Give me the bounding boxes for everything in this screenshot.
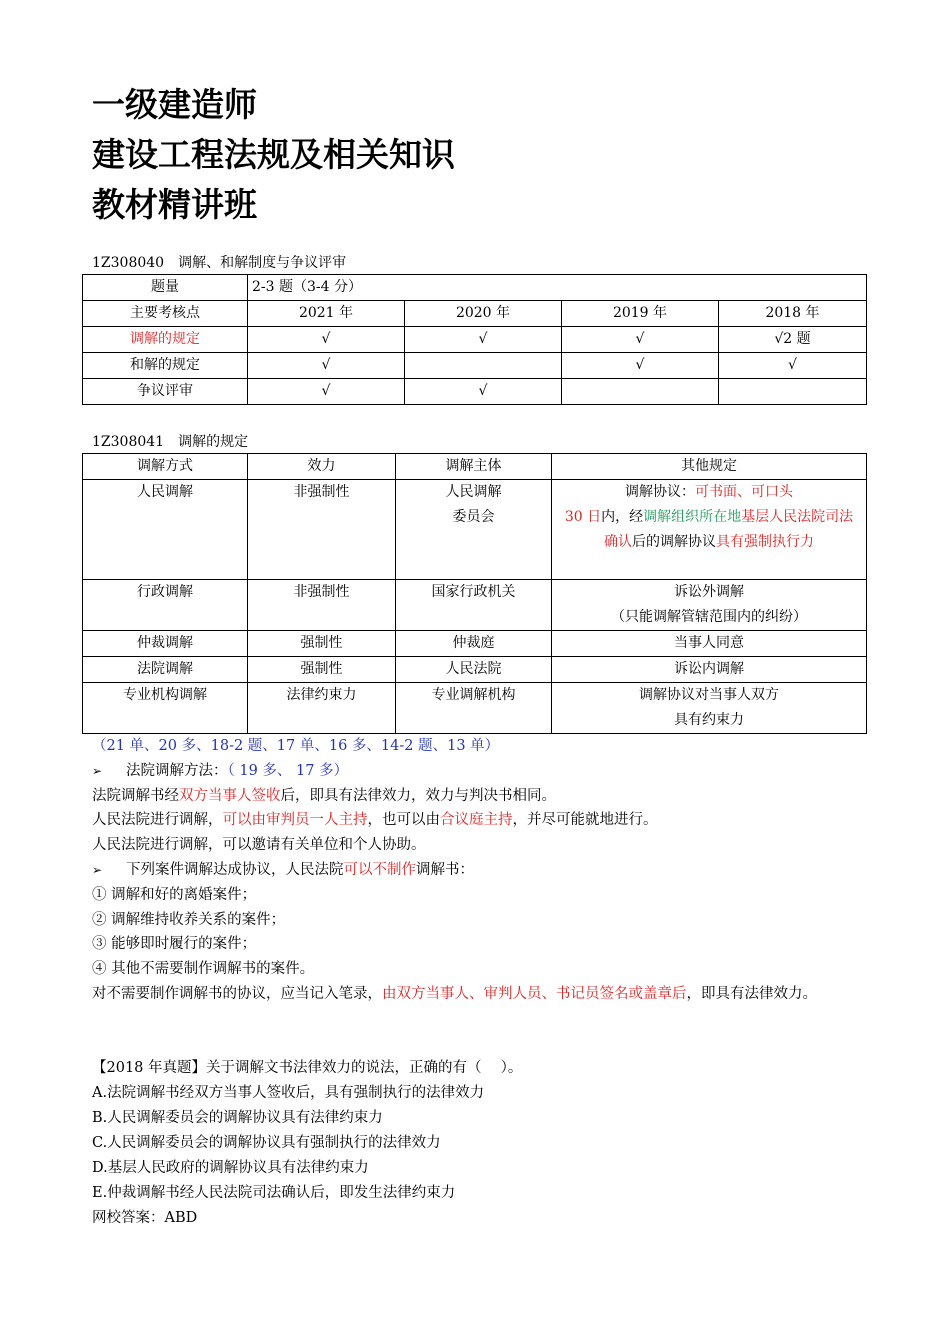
section2-heading: 1Z308041 调解的规定 — [92, 434, 249, 450]
row-label: 争议评审 — [83, 379, 248, 405]
note-text: ，并尽可能就地进行。 — [512, 812, 658, 829]
mode-cell: 仲裁调解 — [83, 631, 248, 657]
other-text: 内，经 — [601, 509, 644, 525]
other-text-red: 具有强制执行力 — [716, 534, 814, 550]
quiz-option: D.基层人民政府的调解协议具有法律约束力 — [92, 1160, 369, 1176]
title-line-2: 建设工程法规及相关知识 — [92, 135, 455, 174]
note-text: 调解书： — [416, 861, 474, 878]
subject-cell: 国家行政机关 — [396, 580, 552, 631]
bullet-court-method — [92, 759, 892, 784]
header-cell: 2018 年 — [719, 301, 867, 327]
subject-cell: 专业调解机构 — [396, 683, 552, 734]
mode-cell: 人民调解 — [83, 480, 248, 580]
list-item: ① 调解和好的离婚案件； — [92, 886, 257, 903]
table-header-row — [83, 454, 867, 480]
quiz-option: B.人民调解委员会的调解协议具有法律约束力 — [92, 1110, 383, 1126]
row-label: 调解的规定 — [83, 327, 248, 353]
effect-cell: 非强制性 — [248, 580, 396, 631]
check-cell: √ — [248, 353, 405, 379]
effect-cell: 强制性 — [248, 657, 396, 683]
arrow-bullet-icon: ➢ — [92, 763, 103, 778]
effect-cell: 法律约束力 — [248, 683, 396, 734]
table-row — [83, 353, 867, 379]
subject-cell: 仲裁庭 — [396, 631, 552, 657]
check-cell — [405, 353, 562, 379]
other-cell: 当事人同意 — [552, 631, 867, 657]
title-block — [92, 80, 455, 230]
check-cell: √ — [248, 379, 405, 405]
note-text: 人民法院进行调解， — [92, 812, 223, 829]
bullet-no-document — [92, 858, 892, 883]
table-row — [83, 275, 867, 301]
effect-cell: 强制性 — [248, 631, 396, 657]
title-line-1: 一级建造师 — [92, 85, 257, 124]
arrow-bullet-icon: ➢ — [92, 862, 103, 877]
title-line-3: 教材精讲班 — [92, 185, 257, 224]
note-text-red: 可以不制作 — [343, 861, 416, 878]
check-cell: √ — [405, 379, 562, 405]
list-item: ③ 能够即时履行的案件； — [92, 936, 257, 953]
quiz-option: A.法院调解书经双方当事人签收后，具有强制执行的法律效力 — [92, 1085, 485, 1101]
other-cell — [552, 480, 867, 580]
note-text-red: 双方当事人签收 — [179, 787, 281, 804]
quiz-question: 【2018 年真题】关于调解文书法律效力的说法，正确的有（ ）。 — [92, 1060, 523, 1076]
note-text-red: 可以由审判员一人主持 — [222, 812, 368, 829]
mode-cell: 专业机构调解 — [83, 683, 248, 734]
other-text-red: 可书面、可口头 — [695, 484, 793, 500]
row-label: 和解的规定 — [83, 353, 248, 379]
mode-cell: 行政调解 — [83, 580, 248, 631]
note-text: 法院调解书经 — [92, 787, 179, 804]
section1-heading: 1Z308040 调解、和解制度与争议评审 — [92, 255, 347, 271]
table-row — [83, 327, 867, 353]
subject-line: 人民调解 — [445, 484, 502, 500]
other-line: （只能调解管辖范围内的纠纷） — [611, 609, 807, 625]
other-text-red: 基层人民法院司法确认 — [604, 509, 854, 550]
other-line: 调解协议对当事人双方 — [639, 687, 779, 703]
check-cell — [562, 379, 719, 405]
header-cell: 2021 年 — [248, 301, 405, 327]
list-item: ④ 其他不需要制作调解书的案件。 — [92, 961, 315, 978]
list-item: ② 调解维持收养关系的案件； — [92, 911, 286, 928]
header-cell: 调解方式 — [83, 454, 248, 480]
quiz-option: C.人民调解委员会的调解协议具有强制执行的法律效力 — [92, 1135, 441, 1151]
other-cell: 诉讼内调解 — [552, 657, 867, 683]
table-row — [83, 683, 867, 734]
subject-cell — [396, 480, 552, 580]
qty-value: 2-3 题（3-4 分） — [248, 275, 867, 301]
check-cell: √ — [405, 327, 562, 353]
check-cell: √ — [562, 327, 719, 353]
note-text-red: 由双方当事人、审判人员、书记员签名或盖章后 — [382, 985, 687, 1002]
other-text-red: 30 日 — [564, 509, 602, 525]
header-cell: 2020 年 — [405, 301, 562, 327]
bullet-label: 法院调解方法： — [126, 762, 228, 779]
mediation-table — [82, 453, 867, 734]
other-cell — [552, 580, 867, 631]
note-text: ，即具有法律效力。 — [686, 985, 817, 1002]
note-line — [92, 808, 892, 833]
quiz-block — [92, 1056, 892, 1231]
header-cell: 其他规定 — [552, 454, 867, 480]
check-cell: √ — [562, 353, 719, 379]
table-row — [83, 631, 867, 657]
table-row — [83, 580, 867, 631]
note-text: ，也可以由 — [367, 812, 440, 829]
subject-line: 委员会 — [452, 509, 495, 525]
other-cell — [552, 683, 867, 734]
other-line: 具有约束力 — [674, 712, 744, 728]
other-text-green: 调解组织所在地 — [643, 509, 742, 525]
note-paragraph — [92, 982, 892, 1007]
check-cell: √2 题 — [719, 327, 867, 353]
check-cell: √ — [248, 327, 405, 353]
quiz-option: E.仲裁调解书经人民法院司法确认后，即发生法律约束力 — [92, 1185, 456, 1201]
effect-cell: 非强制性 — [248, 480, 396, 580]
table-row — [83, 379, 867, 405]
other-line: 诉讼外调解 — [674, 584, 744, 600]
check-cell: √ — [719, 353, 867, 379]
header-cell: 2019 年 — [562, 301, 719, 327]
qty-label: 题量 — [83, 275, 248, 301]
other-text: 调解协议： — [625, 484, 695, 500]
table-row — [83, 480, 867, 580]
header-cell: 主要考核点 — [83, 301, 248, 327]
table-header-row — [83, 301, 867, 327]
note-text: 后，即具有法律效力，效力与判决书相同。 — [280, 787, 556, 804]
mode-cell: 法院调解 — [83, 657, 248, 683]
notes-block — [92, 734, 892, 1007]
header-cell: 调解主体 — [396, 454, 552, 480]
other-text: 后的调解协议 — [632, 534, 716, 550]
header-cell: 效力 — [248, 454, 396, 480]
years-note: （21 单、20 多、18-2 题、17 单、16 多、14-2 题、13 单） — [92, 738, 500, 754]
check-cell — [719, 379, 867, 405]
table-row — [83, 657, 867, 683]
note-text: 下列案件调解达成协议，人民法院 — [126, 861, 344, 878]
note-text-red: 合议庭主持 — [440, 812, 513, 829]
bullet-years: （ 19 多、 17 多） — [227, 762, 349, 779]
note-line — [92, 784, 892, 809]
subject-cell: 人民法院 — [396, 657, 552, 683]
exam-points-table — [82, 274, 867, 405]
note-text: 对不需要制作调解书的协议，应当记入笔录， — [92, 985, 382, 1002]
quiz-answer: 网校答案：ABD — [92, 1210, 198, 1226]
note-line: 人民法院进行调解，可以邀请有关单位和个人协助。 — [92, 837, 426, 854]
